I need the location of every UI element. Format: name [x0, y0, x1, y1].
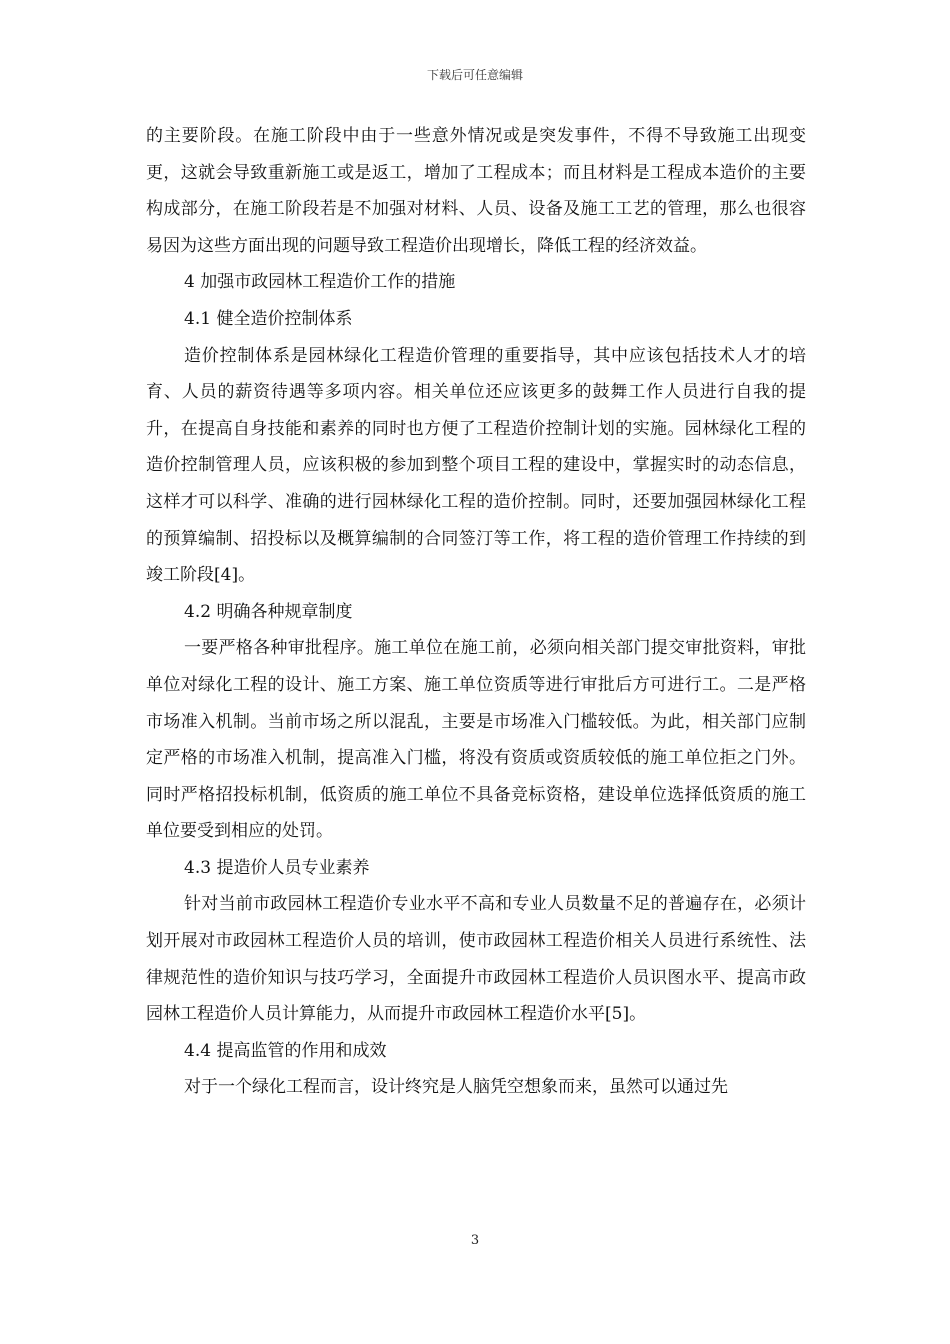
- paragraph-regulations: 一要严格各种审批程序。施工单位在施工前，必须向相关部门提交审批资料，审批单位对绿化工程的设计、施工方案、施工单位资质等进行审批后方可进行工。二是严格市场准入机制。当前市场之所以混乱，主要是市场准入门槛较低。为此，相关部门应制定严格的市场准入机制，提高准入门槛，将没有资质或资质较低的施工单位拒之门外。同时严格招投标机制，低资质的施工单位不具备竞标资格，建设单位选择低资质的施工单位要受到相应的处罚。: [146, 638, 806, 842]
- paragraph-cost-control-system: 造价控制体系是园林绿化工程造价管理的重要指导，其中应该包括技术人才的培育、人员的薪资待遇等多项内容。相关单位还应该更多的鼓舞工作人员进行自我的提升，在提高自身技能和素养的同时也方便了工程造价控制计划的实施。园林绿化工程的造价控制管理人员，应该积极的参加到整个项目工程的建设中，掌握实时的动态信息，这样才可以科学、准确的进行园林绿化工程的造价控制。同时，还要加强园林绿化工程的预算编制、招投标以及概算编制的合同签汀等工作，将工程的造价管理工作持续的到竣工阶段[4]。: [146, 345, 806, 586]
- paragraph-staff-training: 针对当前市政园林工程造价专业水平不高和专业人员数量不足的普遍存在，必须计划开展对市政园林工程造价人员的培训，使市政园林工程造价相关人员进行系统性、法律规范性的造价知识与技巧学习，全面提升市政园林工程造价人员识图水平、提高市政园林工程造价人员计算能力，从而提升市政园林工程造价水平[5]。: [146, 894, 806, 1025]
- subsection-heading-4-1: 4.1 健全造价控制体系: [184, 308, 353, 329]
- paragraph-supervision: 对于一个绿化工程而言，设计终究是人脑凭空想象而来，虽然可以通过先: [184, 1077, 728, 1098]
- subsection-heading-4-4: 4.4 提高监管的作用和成效: [184, 1040, 387, 1061]
- subsection-heading-4-2: 4.2 明确各种规章制度: [184, 601, 353, 622]
- page-number: 3: [470, 1233, 480, 1248]
- document-body: [146, 118, 806, 1106]
- subsection-heading-4-3: 4.3 提造价人员专业素养: [184, 857, 370, 878]
- paragraph-continuation: 的主要阶段。在施工阶段中由于一些意外情况或是突发事件，不得不导致施工出现变更，这就会导致重新施工或是返工，增加了工程成本；而且材料是工程成本造价的主要构成部分，在施工阶段若是不加强对材料、人员、设备及施工工艺的管理，那么也很容易因为这些方面出现的问题导致工程造价出现增长，降低工程的经济效益。: [146, 126, 806, 256]
- section-heading-4: 4 加强市政园林工程造价工作的措施: [184, 272, 456, 293]
- page-header: 下载后可任意编辑: [426, 68, 523, 82]
